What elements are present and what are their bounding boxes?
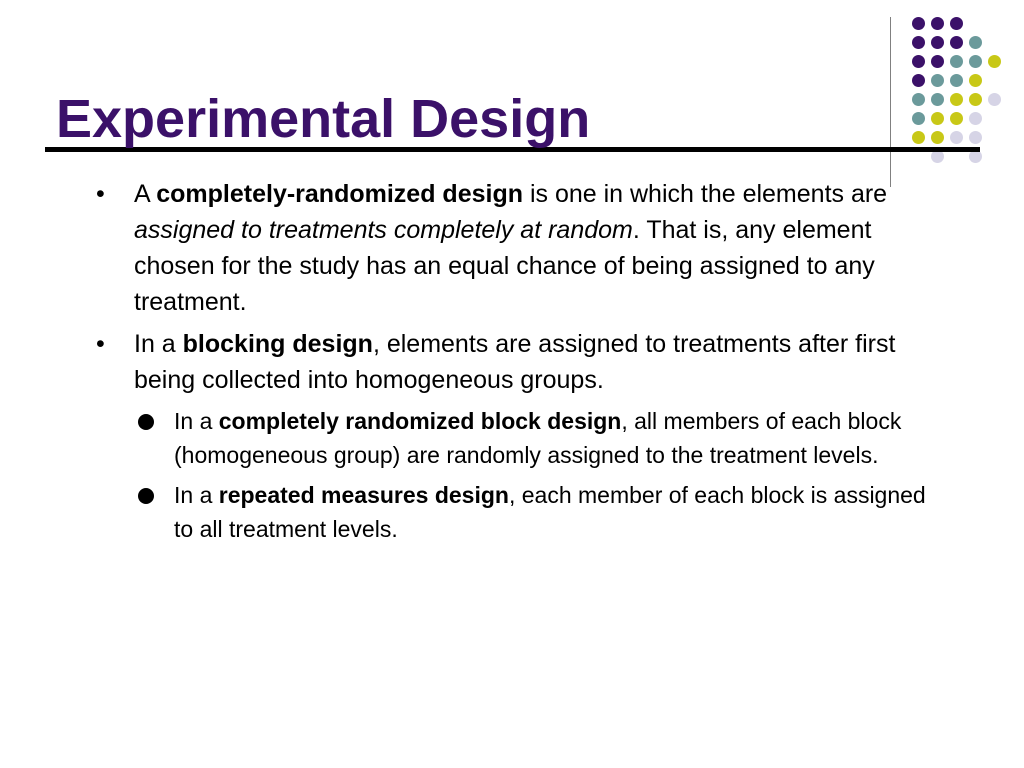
filled-circle-bullet-icon [138,488,154,504]
sub-bullet-text: In a [174,482,219,508]
dot [912,36,925,49]
dot [931,74,944,87]
dot [988,55,1001,68]
dot [988,93,1001,106]
bullet-dot-icon: • [96,330,105,358]
dot [912,112,925,125]
dot [931,36,944,49]
bullet-emphasis: assigned to treatments completely at random [134,216,633,244]
dot [950,17,963,30]
dot [931,131,944,144]
sub-bullet-term: repeated measures design [218,482,509,508]
bullet-text: . That is, any element chosen for the study has an equal chance of being assigned to any treatment. [134,216,875,316]
bullet-text: In a [134,330,183,358]
dot [931,93,944,106]
sub-bullet-repeated-measures [136,478,946,546]
dot [950,36,963,49]
dot [912,74,925,87]
dot [969,93,982,106]
bullet-text: is one in which the elements are [523,180,888,208]
dot [950,55,963,68]
dot [969,131,982,144]
dot [912,93,925,106]
dot [969,74,982,87]
dot [950,131,963,144]
dot [969,55,982,68]
filled-circle-bullet-icon [138,414,154,430]
dot [969,112,982,125]
dot [931,55,944,68]
sub-bullet-randomized-block [136,404,946,472]
sub-bullet-term: completely randomized block design [218,408,622,434]
dot [931,112,944,125]
dot [969,36,982,49]
bullet-term: blocking design [182,330,373,358]
slide-title: Experimental Design [56,89,591,149]
bullet-blocking-design [96,326,946,398]
bullet-text: A [134,180,157,208]
sub-bullet-text: In a [174,408,219,434]
bullet-text: , elements are assigned to treatments after first being collected into homogeneous groups. [134,330,896,394]
bullet-term: completely-randomized design [156,180,523,208]
bullet-completely-randomized [96,176,946,320]
slide-body [96,176,946,552]
dot [912,17,925,30]
dot [950,74,963,87]
dot [912,55,925,68]
dot [931,17,944,30]
bullet-dot-icon: • [96,180,105,208]
sub-bullet-text: , each member of each block is assigned to all treatment levels. [174,482,926,542]
vertical-divider [890,17,891,187]
sub-bullet-text: , all members of each block (homogeneous group) are randomly assigned to the treatment levels. [174,408,902,468]
dot [950,112,963,125]
dot [912,131,925,144]
dot [950,93,963,106]
